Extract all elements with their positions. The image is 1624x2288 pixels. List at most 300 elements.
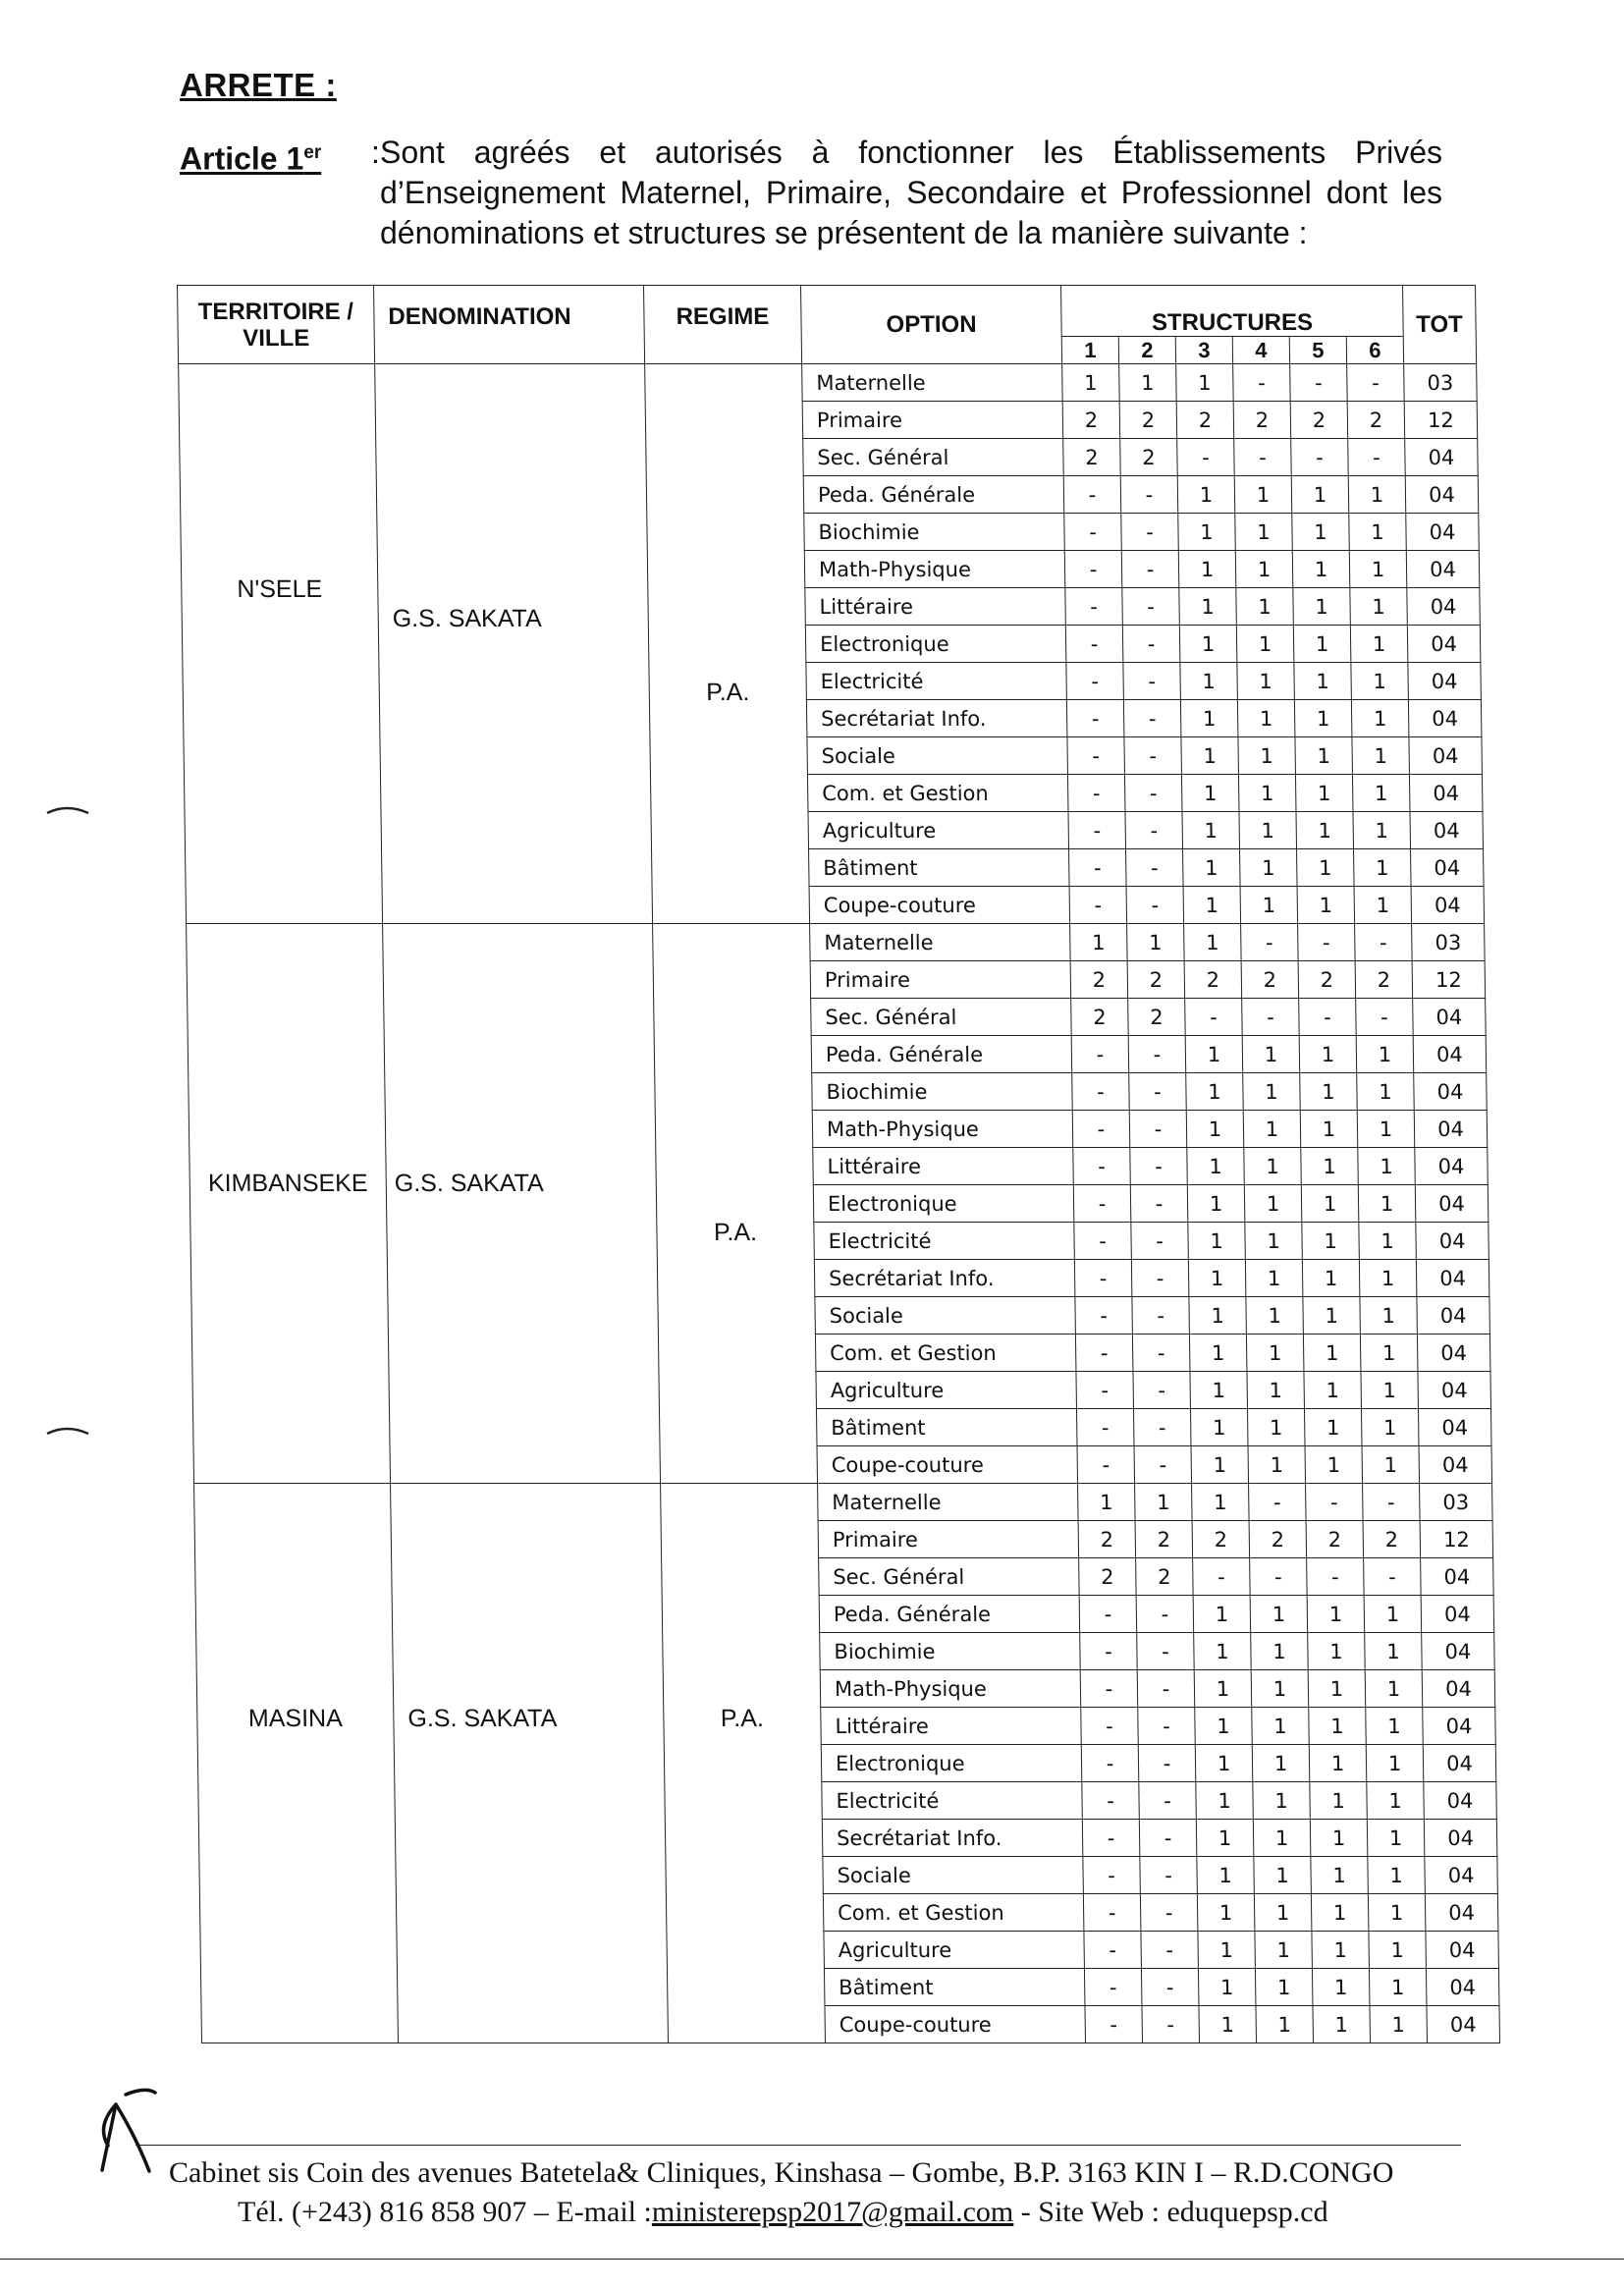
structure-year-3-cell: 1 (1180, 663, 1238, 700)
footer-contact (238, 2196, 1416, 2229)
structure-year-3-cell: 1 (1183, 887, 1241, 924)
structure-year-4-cell: 1 (1245, 1223, 1303, 1260)
footer-address: Cabinet sis Coin des avenues Batetela& Cliniques, Kinshasa – Gombe, B.P. 3163 KIN I – R.D.CONGO (169, 2156, 1394, 2189)
structure-year-2-cell: 2 (1136, 1558, 1194, 1596)
structure-year-1-cell: 1 (1070, 924, 1128, 961)
total-cell: 04 (1409, 737, 1483, 775)
table-body (179, 364, 1500, 2043)
structure-year-2-cell: - (1133, 1409, 1191, 1446)
option-cell: Electronique (821, 1745, 1082, 1782)
structure-year-3-cell: 1 (1183, 849, 1241, 887)
structure-year-6-cell: 1 (1348, 476, 1406, 514)
structure-year-2-cell: - (1140, 1857, 1198, 1894)
option-cell: Bâtiment (809, 849, 1070, 887)
structure-year-1-cell: - (1071, 1036, 1129, 1073)
territoire-cell-text: MASINA (247, 1705, 344, 1732)
structure-year-4-cell: - (1242, 999, 1300, 1036)
structure-year-3-cell: 1 (1178, 514, 1236, 551)
col-header-year-4: 4 (1232, 337, 1289, 364)
option-cell: Secrétariat Info. (822, 1820, 1083, 1857)
margin-mark (45, 1424, 92, 1438)
total-cell: 04 (1407, 626, 1481, 663)
structure-year-2-cell: 1 (1135, 1484, 1193, 1521)
structure-year-5-cell: - (1298, 924, 1356, 961)
structure-year-2-cell: - (1121, 514, 1179, 551)
total-cell: 04 (1417, 1335, 1490, 1372)
structure-year-5-cell: 1 (1312, 1932, 1370, 1969)
structure-year-6-cell: 1 (1361, 1409, 1419, 1446)
structure-year-4-cell: 1 (1236, 626, 1294, 663)
structure-year-4-cell: 1 (1255, 1932, 1313, 1969)
structure-year-5-cell: 1 (1305, 1446, 1363, 1484)
structure-year-5-cell: 1 (1304, 1372, 1362, 1409)
structure-year-1-cell: - (1067, 737, 1125, 775)
structure-year-3-cell: 1 (1180, 700, 1238, 737)
total-cell: 04 (1408, 663, 1482, 700)
structure-year-1-cell: - (1082, 1782, 1140, 1820)
structure-year-2-cell: - (1137, 1670, 1195, 1708)
structure-year-6-cell: 1 (1353, 812, 1411, 849)
structure-year-1-cell: - (1083, 1857, 1141, 1894)
structure-year-6-cell: - (1356, 999, 1414, 1036)
col-header-year-3: 3 (1175, 337, 1232, 364)
structure-year-3-cell: 1 (1189, 1335, 1247, 1372)
structure-year-1-cell: - (1075, 1335, 1133, 1372)
structure-year-4-cell: 1 (1239, 812, 1297, 849)
option-cell: Bâtiment (816, 1409, 1077, 1446)
structure-year-1-cell: - (1066, 700, 1124, 737)
structure-year-4-cell: 1 (1246, 1297, 1304, 1335)
option-cell: Peda. Générale (811, 1036, 1072, 1073)
table-head (178, 286, 1477, 364)
structure-year-2-cell: - (1132, 1335, 1190, 1372)
option-cell: Agriculture (824, 1932, 1085, 1969)
structure-year-2-cell: - (1120, 476, 1178, 514)
bottom-divider (0, 2259, 1624, 2260)
total-cell: 04 (1419, 1446, 1492, 1484)
structure-year-1-cell: - (1073, 1148, 1131, 1185)
structure-year-2-cell: - (1141, 1932, 1199, 1969)
denomination-cell-text: G.S. SAKATA (392, 605, 542, 632)
total-cell: 04 (1423, 1745, 1496, 1782)
total-cell: 04 (1413, 1036, 1487, 1073)
option-cell: Coupe-couture (809, 887, 1070, 924)
structure-year-5-cell: 1 (1310, 1782, 1368, 1820)
structure-year-6-cell: 1 (1364, 1596, 1422, 1633)
option-cell: Bâtiment (824, 1969, 1085, 2006)
structure-year-1-cell: - (1085, 2006, 1143, 2043)
structure-year-4-cell: 1 (1238, 775, 1296, 812)
structure-year-6-cell: 1 (1359, 1260, 1417, 1297)
structure-year-2-cell: - (1134, 1446, 1192, 1484)
structure-year-1-cell: - (1080, 1670, 1138, 1708)
option-cell: Littéraire (813, 1148, 1074, 1185)
regime-cell (653, 924, 818, 1484)
structure-year-3-cell: 1 (1199, 2006, 1257, 2043)
option-cell: Primaire (818, 1521, 1079, 1558)
structure-year-6-cell: 1 (1366, 1708, 1424, 1745)
structure-year-5-cell: 2 (1306, 1521, 1364, 1558)
option-cell: Littéraire (821, 1708, 1082, 1745)
structure-year-5-cell: 1 (1302, 1260, 1360, 1297)
structure-year-2-cell: - (1121, 551, 1179, 588)
total-cell: 12 (1420, 1521, 1493, 1558)
structure-year-5-cell: - (1299, 999, 1357, 1036)
total-cell: 04 (1414, 1111, 1488, 1148)
structure-year-1-cell: 2 (1063, 439, 1121, 476)
structure-year-2-cell: - (1137, 1633, 1195, 1670)
structure-year-5-cell: - (1290, 364, 1348, 402)
structure-year-2-cell: - (1123, 700, 1181, 737)
structure-year-1-cell: - (1075, 1297, 1133, 1335)
structure-year-2-cell: - (1136, 1596, 1194, 1633)
structure-year-1-cell: - (1083, 1894, 1141, 1932)
structure-year-1-cell: - (1065, 626, 1123, 663)
structure-year-3-cell: 1 (1181, 737, 1239, 775)
structure-year-6-cell: 1 (1357, 1073, 1415, 1111)
structure-year-2-cell: - (1125, 812, 1183, 849)
structure-year-1-cell: 2 (1070, 961, 1128, 999)
structure-year-6-cell: - (1355, 924, 1413, 961)
structure-year-6-cell: 2 (1355, 961, 1413, 999)
structure-year-5-cell: 1 (1308, 1633, 1366, 1670)
structure-year-6-cell: 1 (1349, 551, 1407, 588)
structure-year-5-cell: 1 (1300, 1111, 1358, 1148)
structure-year-6-cell: 1 (1360, 1297, 1418, 1335)
structure-year-5-cell: 1 (1310, 1820, 1368, 1857)
structure-year-1-cell: - (1072, 1111, 1130, 1148)
structure-year-2-cell: 2 (1119, 402, 1177, 439)
structure-year-4-cell: 1 (1251, 1670, 1309, 1708)
structure-year-5-cell: 1 (1303, 1297, 1361, 1335)
structure-year-2-cell: 2 (1127, 961, 1185, 999)
structure-year-3-cell: 1 (1179, 626, 1237, 663)
structure-year-1-cell: - (1084, 1969, 1142, 2006)
total-cell: 04 (1425, 1857, 1498, 1894)
structure-year-4-cell: 1 (1240, 849, 1298, 887)
structure-year-3-cell: 1 (1186, 1111, 1244, 1148)
structure-year-2-cell: - (1138, 1708, 1196, 1745)
structure-year-1-cell: - (1076, 1409, 1134, 1446)
col-header-regime: REGIME (644, 286, 802, 364)
structure-year-5-cell: 1 (1303, 1335, 1361, 1372)
structure-year-4-cell: 1 (1247, 1372, 1305, 1409)
option-cell: Math-Physique (804, 551, 1065, 588)
denomination-cell (391, 1484, 669, 2043)
structure-year-1-cell: 1 (1062, 364, 1120, 402)
total-cell: 04 (1406, 514, 1480, 551)
denomination-cell-text: G.S. SAKATA (394, 1170, 544, 1197)
structure-year-5-cell: 1 (1309, 1708, 1367, 1745)
structure-year-6-cell: - (1347, 364, 1405, 402)
denomination-cell (383, 924, 661, 1484)
structure-year-1-cell: 1 (1078, 1484, 1136, 1521)
structure-year-5-cell: 1 (1304, 1409, 1362, 1446)
structure-year-1-cell: - (1064, 551, 1122, 588)
structure-year-5-cell: - (1306, 1484, 1364, 1521)
structure-year-6-cell: 1 (1365, 1633, 1423, 1670)
total-cell: 04 (1422, 1633, 1495, 1670)
structure-year-6-cell: 1 (1358, 1148, 1416, 1185)
structure-year-2-cell: - (1130, 1185, 1188, 1223)
total-cell: 04 (1405, 476, 1479, 514)
structure-year-2-cell: 2 (1120, 439, 1178, 476)
article-label (180, 133, 321, 180)
option-cell: Math-Physique (812, 1111, 1073, 1148)
structure-year-1-cell: - (1068, 812, 1126, 849)
structure-year-1-cell: - (1077, 1446, 1135, 1484)
option-cell: Secrétariat Info. (814, 1260, 1075, 1297)
structure-year-2-cell: 2 (1128, 999, 1186, 1036)
structure-year-3-cell: 1 (1187, 1185, 1245, 1223)
option-cell: Peda. Générale (819, 1596, 1080, 1633)
structure-year-5-cell: 1 (1291, 476, 1349, 514)
structure-year-5-cell: 2 (1290, 402, 1348, 439)
structure-year-4-cell: 1 (1256, 2006, 1314, 2043)
article-text: Sont agréés et autorisés à fonctionner les Établissements Privés d’Enseignement Maternel, Primaire, Secondaire et Professionnel dont les dénominations et structures se présentent de la manière suivante : (380, 135, 1442, 250)
structure-year-6-cell: 1 (1356, 1036, 1414, 1073)
structure-year-4-cell: - (1241, 924, 1299, 961)
structure-year-5-cell: 1 (1294, 663, 1352, 700)
territoire-cell (187, 924, 391, 1484)
total-cell: 04 (1421, 1558, 1494, 1596)
structure-year-4-cell: - (1233, 364, 1291, 402)
structure-year-4-cell: - (1234, 439, 1292, 476)
total-cell: 04 (1422, 1670, 1495, 1708)
structure-year-6-cell: 1 (1350, 588, 1408, 626)
total-cell: 04 (1416, 1223, 1489, 1260)
structure-year-3-cell: 1 (1179, 588, 1237, 626)
total-cell: 04 (1408, 700, 1482, 737)
margin-mark (45, 803, 92, 817)
regime-cell-text: P.A. (706, 679, 750, 706)
col-header-year-1: 1 (1061, 337, 1118, 364)
structure-year-2-cell: 1 (1127, 924, 1185, 961)
structure-year-3-cell: 2 (1192, 1521, 1250, 1558)
structure-year-6-cell: 1 (1369, 1969, 1427, 2006)
structure-year-5-cell: 1 (1311, 1894, 1369, 1932)
structure-year-2-cell: - (1122, 588, 1180, 626)
article-label-sup: er (303, 142, 322, 163)
structure-year-1-cell: - (1079, 1596, 1137, 1633)
structure-year-1-cell: 2 (1062, 402, 1120, 439)
structure-year-5-cell: - (1291, 439, 1349, 476)
structure-year-5-cell: 1 (1294, 700, 1352, 737)
structure-year-6-cell: 1 (1349, 514, 1407, 551)
option-cell: Maternelle (802, 364, 1063, 402)
structure-year-6-cell: 1 (1367, 1820, 1425, 1857)
structure-year-1-cell: - (1063, 476, 1121, 514)
option-cell: Electricité (814, 1223, 1075, 1260)
structure-year-5-cell: 1 (1309, 1745, 1367, 1782)
option-cell: Biochimie (812, 1073, 1073, 1111)
structure-year-4-cell: - (1249, 1484, 1307, 1521)
structure-year-5-cell: 1 (1292, 514, 1350, 551)
structure-year-6-cell: 1 (1350, 626, 1408, 663)
structure-year-5-cell: 1 (1311, 1857, 1369, 1894)
structure-year-3-cell: 1 (1193, 1596, 1251, 1633)
structure-year-3-cell: 1 (1182, 812, 1240, 849)
structure-year-3-cell: 1 (1188, 1223, 1246, 1260)
structure-year-4-cell: 1 (1253, 1782, 1311, 1820)
total-cell: 04 (1424, 1820, 1497, 1857)
footer-divider (135, 2145, 1461, 2146)
structure-year-5-cell: 1 (1297, 849, 1355, 887)
col-header-option: OPTION (801, 286, 1062, 364)
structure-year-4-cell: 1 (1243, 1111, 1301, 1148)
structure-year-6-cell: 1 (1359, 1223, 1417, 1260)
structure-year-3-cell: 1 (1184, 924, 1242, 961)
structure-year-4-cell: 1 (1253, 1820, 1311, 1857)
total-cell: 04 (1418, 1409, 1491, 1446)
structure-year-2-cell: - (1126, 849, 1184, 887)
footer-phone: Tél. (+243) 816 858 907 – E-mail : (238, 2196, 652, 2228)
structure-year-1-cell: - (1074, 1260, 1132, 1297)
structure-year-3-cell: 2 (1184, 961, 1242, 999)
option-cell: Com. et Gestion (823, 1894, 1084, 1932)
structure-year-6-cell: - (1348, 439, 1406, 476)
option-cell: Primaire (802, 402, 1063, 439)
structure-year-3-cell: 1 (1198, 1969, 1256, 2006)
structures-table (177, 285, 1500, 2043)
structure-year-1-cell: - (1064, 514, 1122, 551)
structure-year-3-cell: 1 (1196, 1820, 1254, 1857)
structure-year-5-cell: 1 (1300, 1073, 1358, 1111)
option-cell: Sec. Général (811, 999, 1072, 1036)
total-cell: 04 (1416, 1260, 1489, 1297)
structure-year-6-cell: 1 (1365, 1670, 1423, 1708)
structure-year-3-cell: 1 (1187, 1148, 1245, 1185)
regime-cell-text: P.A. (720, 1705, 765, 1732)
structure-year-3-cell: - (1193, 1558, 1251, 1596)
structure-year-6-cell: 1 (1368, 1857, 1426, 1894)
option-cell: Maternelle (810, 924, 1071, 961)
option-cell: Maternelle (818, 1484, 1079, 1521)
option-cell: Sociale (815, 1297, 1076, 1335)
table-row (194, 1484, 1493, 1521)
territoire-cell-text: N'SELE (237, 575, 323, 603)
structure-year-1-cell: - (1073, 1185, 1131, 1223)
territoire-cell (194, 1484, 399, 2043)
total-cell: 04 (1411, 849, 1485, 887)
total-cell: 04 (1426, 1969, 1499, 2006)
structure-year-6-cell: 1 (1354, 887, 1412, 924)
total-cell: 04 (1427, 2006, 1500, 2043)
col-header-tot: TOT (1403, 286, 1477, 364)
structure-year-4-cell: 1 (1244, 1148, 1302, 1185)
structure-year-4-cell: - (1250, 1558, 1308, 1596)
col-header-denomination: DENOMINATION (374, 286, 645, 364)
footer-email-link[interactable]: ministerepsp2017@gmail.com (651, 2196, 1014, 2228)
table-row (179, 364, 1478, 402)
structure-year-2-cell: 2 (1135, 1521, 1193, 1558)
structure-year-2-cell: - (1141, 1969, 1199, 2006)
structure-year-4-cell: 1 (1237, 663, 1295, 700)
structure-year-1-cell: 2 (1079, 1558, 1137, 1596)
structure-year-4-cell: 1 (1238, 737, 1296, 775)
article-colon: : (371, 135, 380, 170)
structure-year-5-cell: 1 (1302, 1223, 1360, 1260)
structure-year-2-cell: - (1138, 1745, 1196, 1782)
option-cell: Sec. Général (803, 439, 1064, 476)
structure-year-4-cell: 1 (1248, 1446, 1306, 1484)
structure-year-6-cell: 1 (1354, 849, 1412, 887)
structure-year-6-cell: 1 (1351, 663, 1409, 700)
structure-year-6-cell: 1 (1357, 1111, 1415, 1148)
structure-year-5-cell: 1 (1296, 812, 1354, 849)
structure-year-2-cell: - (1122, 626, 1180, 663)
total-cell: 03 (1420, 1484, 1493, 1521)
structure-year-5-cell: 1 (1301, 1148, 1359, 1185)
structure-year-4-cell: 2 (1241, 961, 1299, 999)
structure-year-6-cell: 1 (1367, 1782, 1425, 1820)
total-cell: 12 (1404, 402, 1478, 439)
total-cell: 12 (1412, 961, 1486, 999)
structure-year-5-cell: 2 (1298, 961, 1356, 999)
option-cell: Electricité (822, 1782, 1083, 1820)
structure-year-5-cell: - (1307, 1558, 1365, 1596)
structure-year-5-cell: 1 (1292, 551, 1350, 588)
structure-year-6-cell: 1 (1369, 1932, 1427, 1969)
structure-year-5-cell: 1 (1307, 1596, 1365, 1633)
structure-year-3-cell: 1 (1196, 1782, 1254, 1820)
structure-year-6-cell: 1 (1352, 737, 1410, 775)
structure-year-2-cell: 1 (1119, 364, 1177, 402)
total-cell: 04 (1417, 1297, 1490, 1335)
structure-year-3-cell: 1 (1185, 1036, 1243, 1073)
structure-year-3-cell: 1 (1178, 551, 1236, 588)
structure-year-6-cell: 1 (1368, 1894, 1426, 1932)
structure-year-6-cell: - (1363, 1484, 1421, 1521)
structure-year-3-cell: 1 (1177, 476, 1235, 514)
option-cell: Electricité (806, 663, 1067, 700)
col-header-year-2: 2 (1118, 337, 1175, 364)
total-cell: 03 (1404, 364, 1478, 402)
structure-year-5-cell: 1 (1293, 626, 1351, 663)
structure-year-2-cell: - (1139, 1782, 1197, 1820)
structure-year-1-cell: - (1067, 775, 1125, 812)
structure-year-6-cell: 1 (1370, 2006, 1428, 2043)
structure-year-4-cell: 1 (1242, 1036, 1300, 1073)
structure-year-5-cell: 1 (1295, 737, 1353, 775)
structure-year-4-cell: 1 (1250, 1596, 1308, 1633)
total-cell: 04 (1426, 1932, 1499, 1969)
total-cell: 04 (1418, 1372, 1491, 1409)
structure-year-4-cell: 1 (1234, 476, 1292, 514)
structure-year-2-cell: - (1131, 1260, 1189, 1297)
structure-year-5-cell: 1 (1295, 775, 1353, 812)
option-cell: Secrétariat Info. (806, 700, 1067, 737)
structure-year-3-cell: 1 (1181, 775, 1239, 812)
structure-year-3-cell: 1 (1198, 1932, 1256, 1969)
structure-year-3-cell: - (1177, 439, 1235, 476)
regime-cell (645, 364, 810, 924)
total-cell: 04 (1414, 1073, 1488, 1111)
option-cell: Com. et Gestion (807, 775, 1068, 812)
option-cell: Peda. Générale (803, 476, 1064, 514)
structure-year-6-cell: 1 (1358, 1185, 1416, 1223)
structure-year-1-cell: - (1080, 1633, 1138, 1670)
structure-year-2-cell: - (1124, 775, 1182, 812)
structure-year-1-cell: - (1081, 1708, 1139, 1745)
total-cell: 04 (1409, 775, 1483, 812)
structure-year-1-cell: - (1069, 849, 1127, 887)
col-header-year-6: 6 (1346, 337, 1403, 364)
structure-year-4-cell: 1 (1252, 1745, 1310, 1782)
structure-year-4-cell: 1 (1254, 1894, 1312, 1932)
structure-year-3-cell: 1 (1186, 1073, 1244, 1111)
structure-year-6-cell: 2 (1347, 402, 1405, 439)
